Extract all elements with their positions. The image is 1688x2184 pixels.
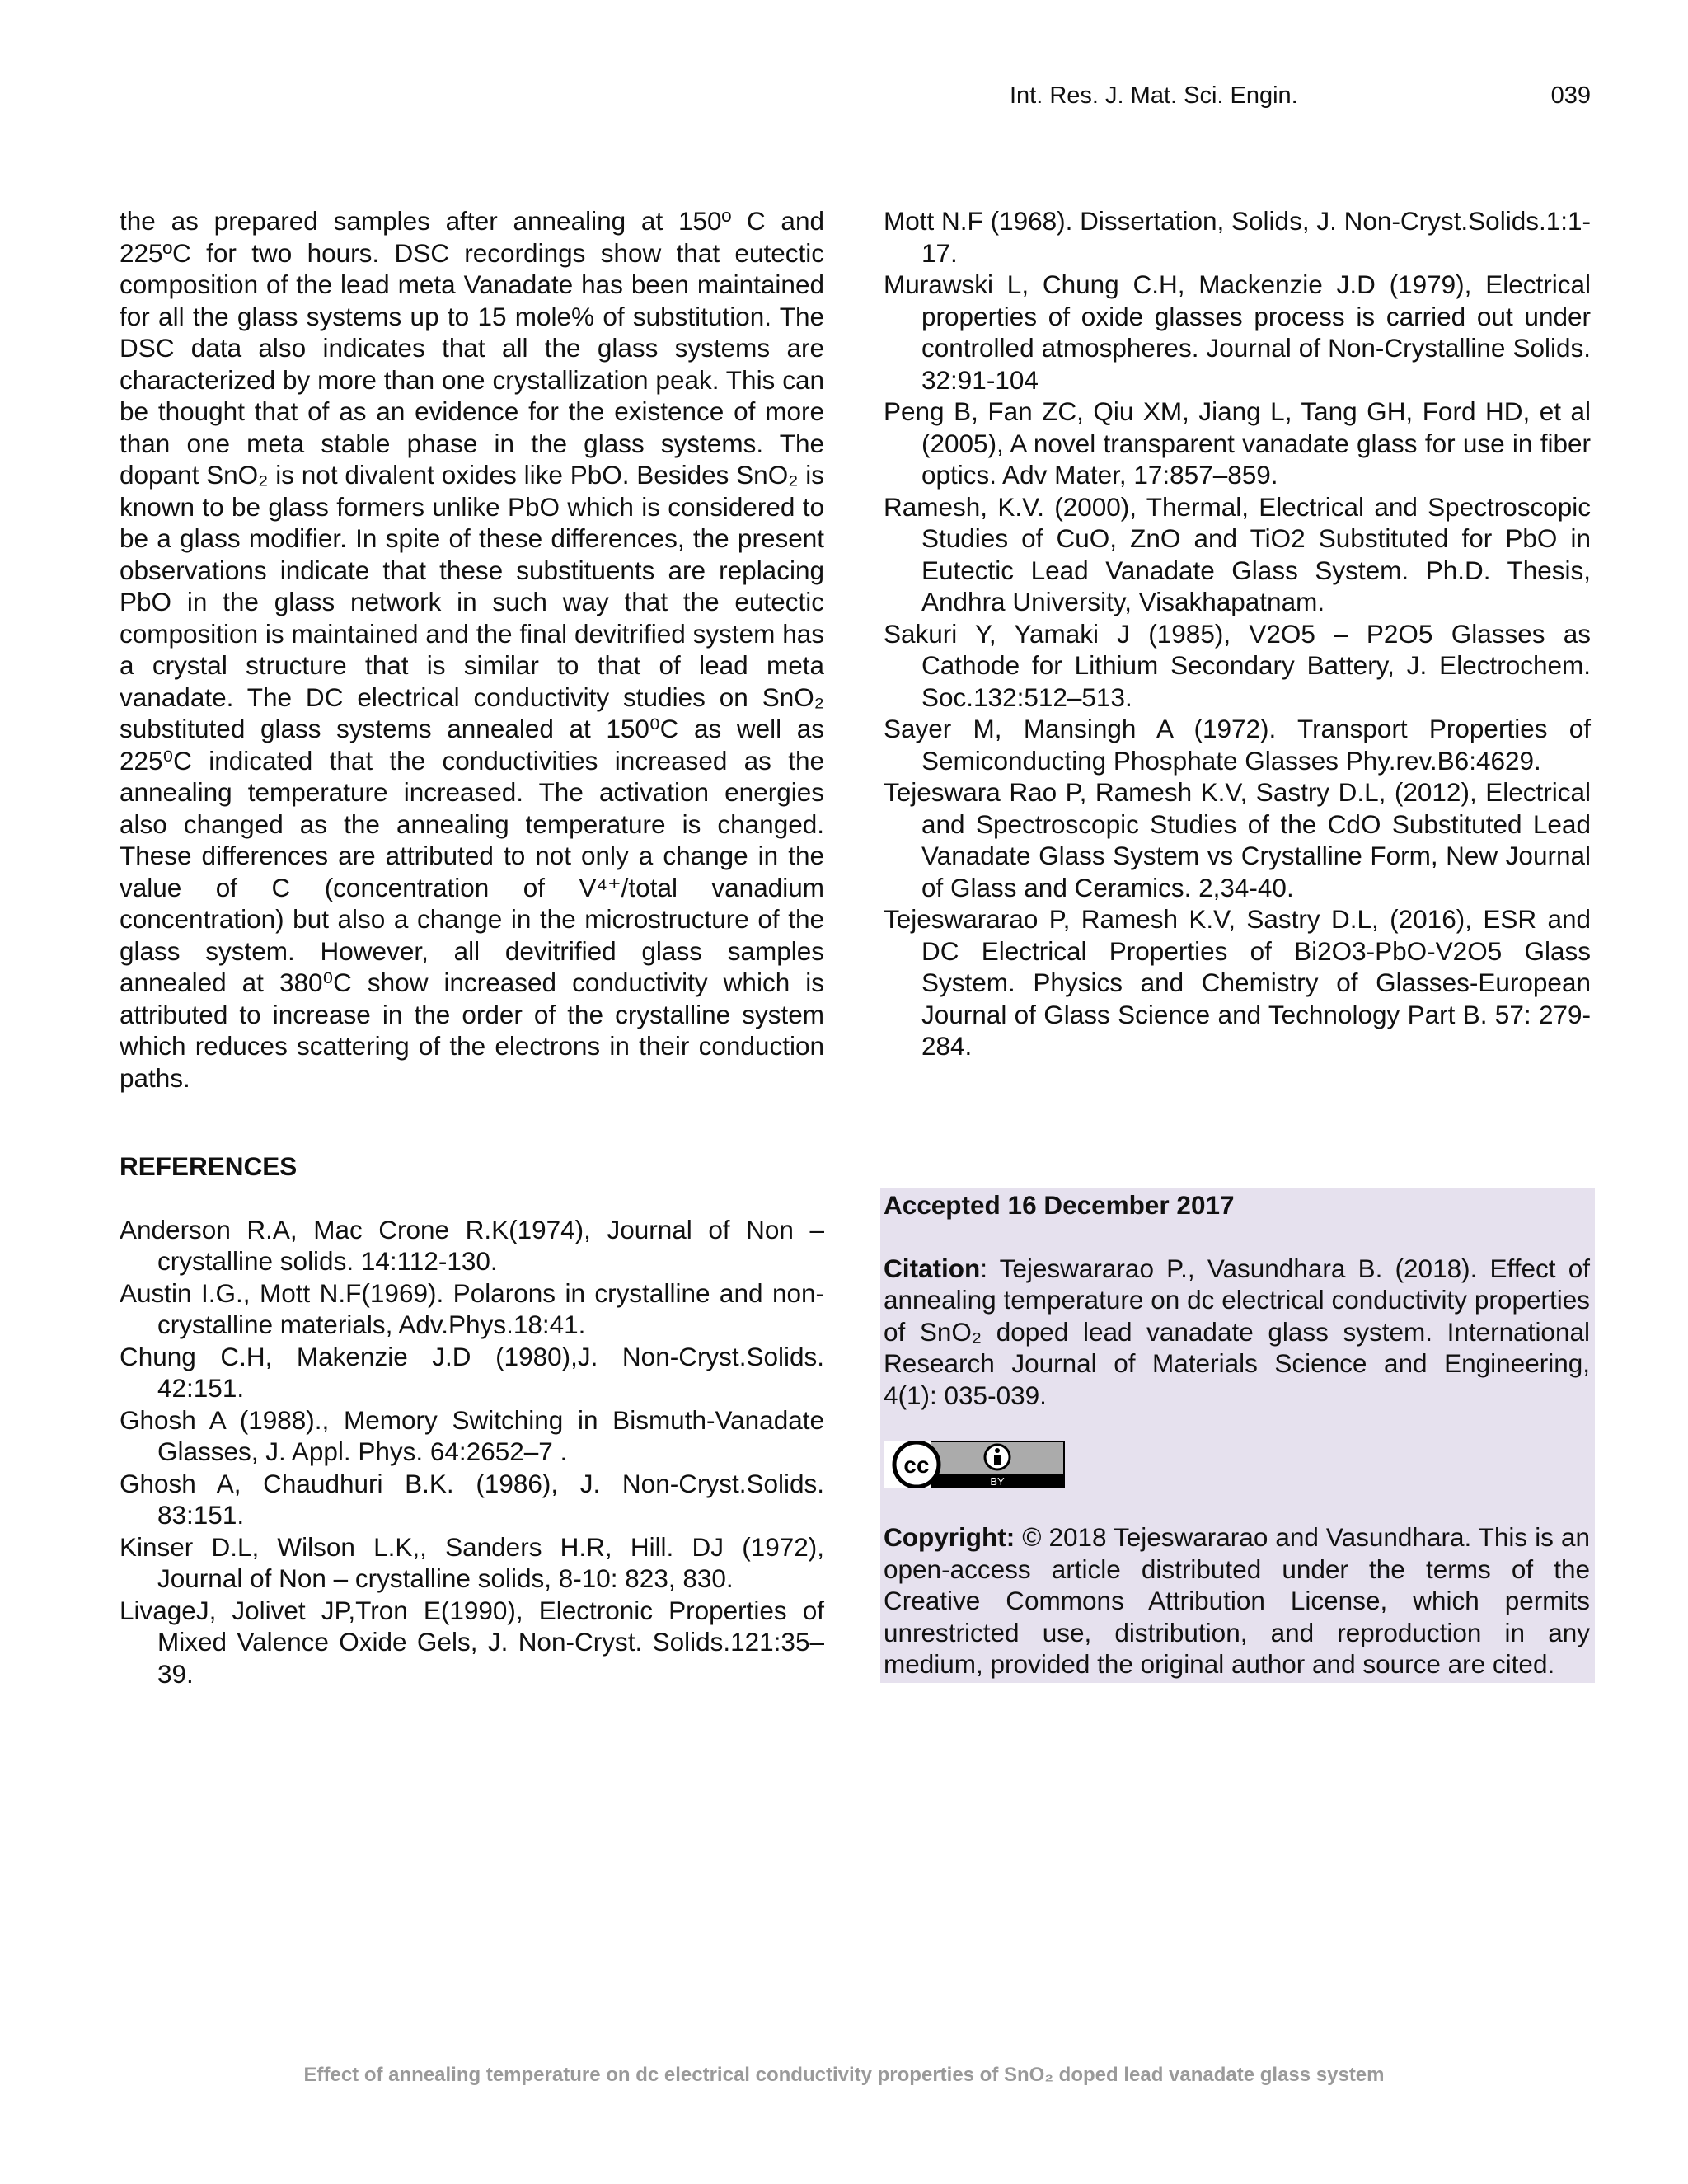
cc-by-license-icon[interactable]	[884, 1441, 1065, 1488]
right-column	[884, 205, 1591, 1062]
by-label: BY	[990, 1475, 1005, 1488]
journal-title: Int. Res. J. Mat. Sci. Engin.	[1010, 82, 1298, 109]
citation	[884, 1253, 1590, 1412]
reference-item: LivageJ, Jolivet JP,Tron E(1990), Electronic Properties of Mixed Valence Oxide Gels, J. Non-Cryst. Solids.121:35–39.	[120, 1595, 824, 1689]
cc-label: cc	[903, 1452, 930, 1478]
reference-item: Mott N.F (1968). Dissertation, Solids, J. Non-Cryst.Solids.1:1-17.	[884, 206, 1591, 268]
citation-label: Citation	[884, 1253, 981, 1283]
reference-item: Kinser D.L, Wilson L.K,, Sanders H.R, Hill. DJ (1972), Journal of Non – crystalline solids, 8-10: 823, 830.	[120, 1531, 824, 1593]
reference-item: Chung C.H, Makenzie J.D (1980),J. Non-Cryst.Solids. 42:151.	[120, 1341, 824, 1403]
reference-item: Murawski L, Chung C.H, Mackenzie J.D (1979), Electrical properties of oxide glasses process is carried out under controlled atmospheres. Journal of Non-Crystalline Solids. 32:91-104	[884, 269, 1591, 395]
reference-item: Ghosh A (1988)., Memory Switching in Bismuth-Vanadate Glasses, J. Appl. Phys. 64:2652–7 .	[120, 1404, 824, 1466]
body-paragraph: the as prepared samples after annealing at 150º C and 225ºC for two hours. DSC recordings show that eutectic composition of the lead meta Vanadate has been maintained for all the glass systems up to 15 mole% of substitution. The DSC data also indicates that all the glass systems are characterized by more than one crystallization peak. This can be thought that of as an evidence for the existence of more than one meta stable phase in the glass systems. The dopant SnO₂ is not divalent oxides like PbO. Besides SnO₂ is known to be glass formers unlike PbO which is considered to be a glass modifier. In spite of these differences, the present observations indicate that these substituents are replacing PbO in the glass network in such way that the eutectic composition is maintained and the final devitrified system has a crystal structure that is similar to that of lead meta vanadate. The DC electrical conductivity studies on SnO₂ substituted glass systems annealed at 150⁰C as well as 225⁰C indicated that the conductivities increased as the annealing temperature increased. The activation energies also changed as the annealing temperature is changed. These differences are attributed to not only a change in the value of C (concentration of V⁴⁺/total vanadium concentration) but also a change in the microstructure of the glass system. However, all devitrified glass samples annealed at 380⁰C show increased conductivity which is attributed to increase in the order of the crystalline system which reduces scattering of the electrons in their conduction paths.	[120, 206, 824, 1093]
references-list-right	[884, 205, 1591, 1062]
reference-item: Tejeswara Rao P, Ramesh K.V, Sastry D.L, (2012), Electrical and Spectroscopic Studies of the CdO Substituted Lead Vanadate Glass System vs Crystalline Form, New Journal of Glass and Ceramics. 2,34-40.	[884, 777, 1591, 902]
accepted-date: Accepted 16 December 2017	[884, 1190, 1235, 1220]
copyright-label: Copyright:	[884, 1522, 1015, 1552]
citation-text: : Tejeswararao P., Vasundhara B. (2018). Effect of annealing temperature on dc electrical conductivity properties of SnO₂ doped lead vanadate glass system. International Research Journal of Materials Science and Engineering, 4(1): 035-039.	[884, 1253, 1590, 1410]
copyright-text: © 2018 Tejeswararao and Vasundhara. This is an open-access article distributed under the terms of the Creative Commons Attribution License, which permits unrestricted use, distribution, and reproduction in any medium, provided the original author and source are cited.	[884, 1522, 1590, 1679]
running-footer: Effect of annealing temperature on dc electrical conductivity properties of SnO₂ doped lead vanadate glass system	[303, 2064, 1385, 2086]
reference-item: Ramesh, K.V. (2000), Thermal, Electrical and Spectroscopic Studies of CuO, ZnO and TiO2 Substituted for PbO in Eutectic Lead Vanadate Glass System. Ph.D. Thesis, Andhra University, Visakhapatnam.	[884, 491, 1591, 616]
reference-item: Sakuri Y, Yamaki J (1985), V2O5 – P2O5 Glasses as Cathode for Lithium Secondary Battery, J. Electrochem. Soc.132:512–513.	[884, 618, 1591, 712]
reference-item: Peng B, Fan ZC, Qiu XM, Jiang L, Tang GH, Ford HD, et al (2005), A novel transparent vanadate glass for use in fiber optics. Adv Mater, 17:857–859.	[884, 396, 1591, 490]
article-info-box	[880, 1188, 1595, 1683]
references-list-left	[120, 1214, 824, 1690]
reference-item: Tejeswararao P, Ramesh K.V, Sastry D.L, (2016), ESR and DC Electrical Properties of Bi2O3-PbO-V2O5 Glass System. Physics and Chemistry of Glasses-European Journal of Glass Science and Technology Part B. 57: 279-284.	[884, 904, 1591, 1061]
page-number: 039	[1550, 82, 1591, 109]
references-heading: REFERENCES	[120, 1151, 298, 1181]
reference-item: Anderson R.A, Mac Crone R.K(1974), Journal of Non – crystalline solids. 14:112-130.	[120, 1214, 824, 1276]
left-column	[120, 205, 824, 1690]
running-header	[1010, 82, 1591, 115]
reference-item: Ghosh A, Chaudhuri B.K. (1986), J. Non-Cryst.Solids. 83:151.	[120, 1468, 824, 1530]
copyright-notice	[884, 1521, 1590, 1680]
reference-item: Sayer M, Mansingh A (1972). Transport Properties of Semiconducting Phosphate Glasses Phy.rev.B6:4629.	[884, 714, 1591, 776]
reference-item: Austin I.G., Mott N.F(1969). Polarons in crystalline and non-crystalline materials, Adv.Phys.18:41.	[120, 1277, 824, 1339]
